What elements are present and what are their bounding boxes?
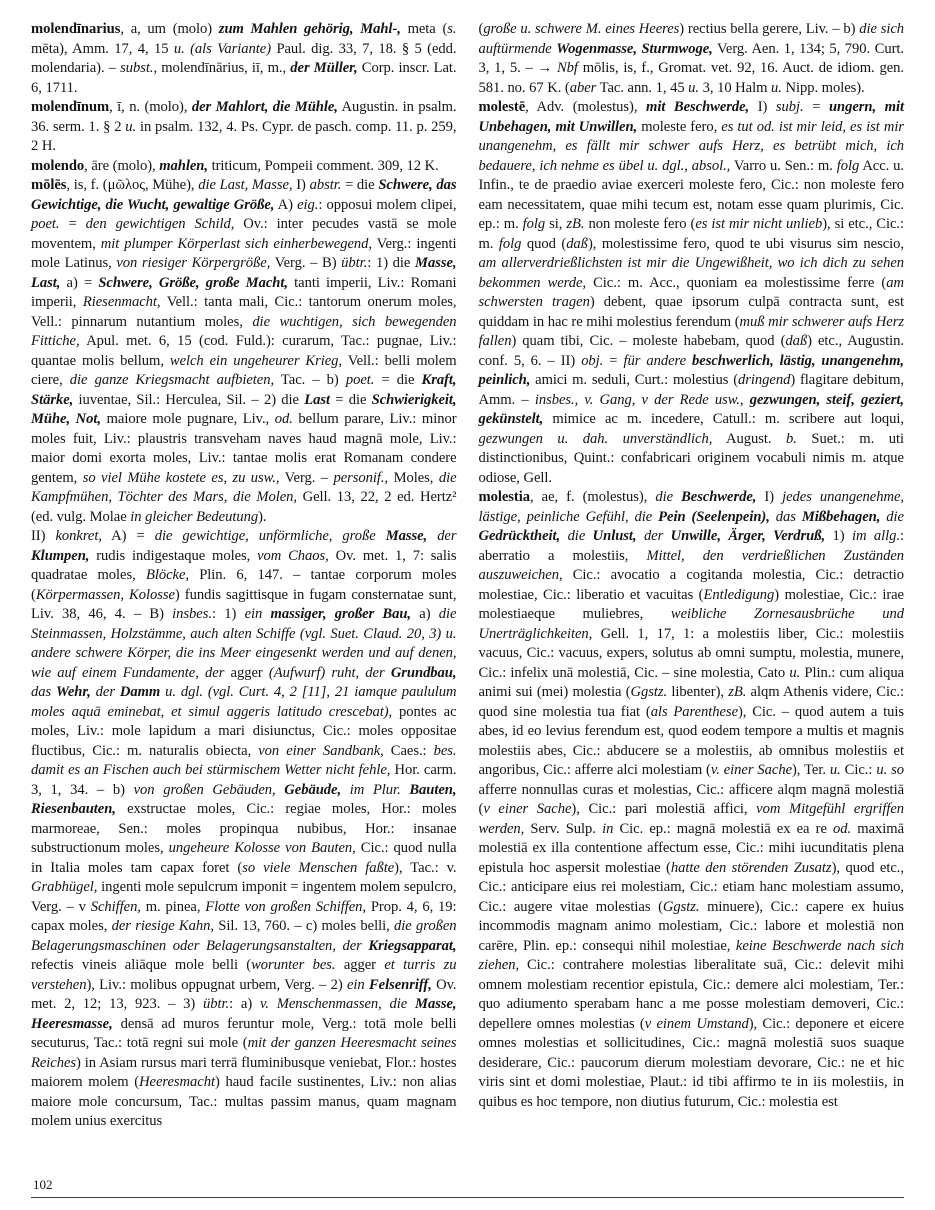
footer-rule	[31, 1197, 904, 1198]
entry-molestia: molestia, ae, f. (molestus), die Beschwerde, I) jedes unangenehme, lästige, peinliche Gefühl, die Pein (Seelenpein), das Mißbehagen, die Gedrücktheit, die Unlust, der Unwille, Ärger, Verdruß, 1) im allg.: aberratio a molestiis, Mittel, den verdrießlichen Zuständen auszuweichen, Cic.: avocatio a cogitanda molestia, Cic.: detractio molestiae, Cic.: liberatio et vacuitas (Entledigung) molestiae, Cic.: irae molestiaeque muliebres, weibliche Zornesausbrüche und Unerträglichkeiten, Gell. 1, 17, 1: a molestiis liber, Cic.: molestiis vacuus, Cic.: vacuus, expers, solutus ab omni sumptu, molestia, munere, Cic.: infelix unā molestiā, Cic. – sine molestia, Cato u. Plin.: cum aliqua animi sui (mei) molestia (Ggstz. libenter), zB. alqm Athenis videre, Cic.: quod sine molestia tua fiat (als Parenthese), Cic. – quod autem a tuis abes, id eo levius ferendum est, quod eodem tempore a multis et magnis molestiis abes, Cic.: abducere se a molestiis, ab omnibus molestiis et angoribus, Cic.: afferre alci molestiam (v. einer Sache), Ter. u. Cic.: u. so afferre nonnullas curas et molestias, Cic.: afficere alqm magnā molestiā (v einer Sache), Cic.: pari molestiā affici, vom Mitgefühl ergriffen werden, Serv. Sulp. in Cic. ep.: magnā molestiā ex ea re od. maximā molestiā ex illa contentione affectum esse, Cic.: mihi iucunditatis plena epistula hoc aspersit molestiae (hatte den störenden Zusatz), quod etc., Cic.: anticipare eius rei molestiam, Cic.: etiam hanc molestiam assumo, Cic.: augere vitae molestias (Ggstz. minuere), Cic.: capere ex huius incommodis magnam animo molestiam, Cic.: labore et molestiā non carēre, Plin. ep.: consequi nihil molestiae, keine Beschwerde nach sich ziehen, Cic.: contrahere molestias liberalitate suā, Cic.: delevit mihi omnem molestiam recentior epistula, Cic.: demere alci molestiam, Ter.: quo adiumento sperabam hanc a me posse molestiam demoveri, Cic.: depellere omnes molestias (v einem Umstand), Cic.: deponere et eicere omnes molestias et sollicitudines, Cic.: magnā molestiā suos suaque desiderare, Cic.: paucorum dierum molestiam devorare, Cic.: ne et hic viris sint et domi molestiae, Plaut.: id tibi affirmo te in iis molestiis, in quibus es hoc tempore, non diutius futurum, Cic.: molestia est	[478, 489, 905, 1110]
entry-molendo: molendo, āre (molo), mahlen, triticum, Pompeii comment. 309, 12 K.	[31, 157, 439, 174]
entry-molendinum: molendīnum, ī, n. (molo), der Mahlort, die Mühle, Augustin. in psalm. 36. serm. 1. § 2 u. in psalm. 132, 4. Ps. Cypr. de pasch. comp. 11. p. 259, 2 H.	[31, 99, 457, 154]
entry-moles-II: II) konkret, A) = die gewichtige, unförmliche, große Masse, der Klumpen, rudis indigestaque moles, vom Chaos, Ov. met. 1, 7: salis quadratae moles, Blöcke, Plin. 6, 147. – tantae corporum moles (Körpermassen, Kolosse) fundis sagittisque in fugam consternatae sunt, Liv. 38, 46, 4. – B) insbes.: 1) ein massiger, großer Bau, a) die Steinmassen, Holzstämme, auch alten Schiffe (vgl. Suet. Claud. 20, 3) u. andere schwere Körper, die ins Meer eingesenkt werden und auf denen, wie auf einem Fundamente, der agger (Aufwurf) ruht, der Grundbau, das Wehr, der Damm u. dgl. (vgl. Curt. 4, 2 [11], 21 iamque paululum moles aquā eminebat, et simul aggeris latitudo crescebat), pontes ac moles, Liv.: mole lapidum a mari disiunctus, Cic.: moles oppositae fluctibus, Cic.: m. naturalis obiecta, von einer Sandbank, Caes.: bes. damit es an Fischen auch bei stürmischem Wetter nicht fehle, Hor. carm. 3, 1, 34. – b) von großen Gebäuden, Gebäude, im Plur. Bauten, Riesenbauten, exstructae moles, Cic.: regiae moles, Hor.: moles marmoreae, Sen.: moles propinqua nubibus, Hor.: insanae substructionum moles, ungeheure Kolosse von Bauten, Cic.: quod nulla in Italia moles tam capax foret (so viele Menschen faßte), Tac.: v. Grabhügel, ingenti mole sepulcrum imponit = ingentem molem sepulcro, Verg. – v Schiffen, m. pinea, Flotte von großen Schiffen, Prop. 4, 6, 19: capax moles, der riesige Kahn, Sil. 13, 760. – c) moles belli, die großen Belagerungsmaschinen oder Belagerungsanstalten, der Kriegsapparat, refectis vineis aliāque mole belli (worunter bes. agger et turris zu verstehen), Liv.: molibus oppugnat urbem, Verg. – 2) ein Felsenriff, Ov. met. 2, 12; 13, 923. – 3) übtr.: a) v. Menschenmassen, die Masse, Heeresmasse, densā ad muros feruntur mole, Verg.: totā mole belli secuturus, Tac.: totā regni sui mole (mit der ganzen Heeresmacht seines Reiches) in Asiam rursus mari terrā fluminibusque veniebat, Flor.: hostes maiorem molem (Heeresmacht) haud facile sustinentes, Liv.: non alias maiore mole concursum, Tac.: multas passim manus, quam magnam molem unius exercitus	[31, 528, 457, 1129]
right-column	[479, 20, 905, 1132]
entry-moles-I: mōlēs, is, f. (μῶλος, Mühe), die Last, Masse, I) abstr. = die Schwere, das Gewichtige, die Wucht, gewaltige Größe, A) eig.: opposui molem clipei, poet. = den gewichtigen Schild, Ov.: inter pecudes vastā se mole moventem, mit plumper Körperlast sich einherbewegend, Verg.: ingenti mole Latinus, von riesiger Körpergröße, Verg. – B) übtr.: 1) die Masse, Last, a) = Schwere, Größe, große Macht, tanti imperii, Liv.: Romani imperii, Riesenmacht, Vell.: tanta mali, Cic.: tantorum onerum moles, Vell.: pinnarum nutantium moles, die wuchtigen, sich bewegenden Fittiche, Apul. met. 6, 15 (cod. Fuld.): curarum, Tac.: pugnae, Liv.: quantae molis bellum, welch ein ungeheurer Krieg, Vell.: belli molem ciere, die ganze Kriegsmacht aufbieten, Tac. – b) poet. = die Kraft, Stärke, iuventae, Sil.: Herculea, Sil. – 2) die Last = die Schwierigkeit, Mühe, Not, maiore mole pugnare, Liv., od. bellum parare, Liv.: minor moles fuit, Liv.: plaustris transveham naves haud magnā mole, Liv.: maior domi exorta moles, Liv.: tantae molis erat Romanam condere gentem, so viel Mühe kostete es, zu usw., Verg. – personif., Moles, die Kampfmühen, Töchter des Mars, die Molen, Gell. 13, 22, 2 ed. Hertz² (ed. vulg. Molae in gleicher Bedeutung).	[31, 177, 457, 525]
entry-moleste: molestē, Adv. (molestus), mit Beschwerde, I) subj. = ungern, mit Unbehagen, mit Unwillen, moleste fero, es tut od. ist mir leid, es ist mir unangenehm, es fällt mir schwer aufs Herz, es betrübt mich, ich bedauere, ich nehme es übel u. dgl., absol., Varro u. Sen.: m. folg Acc. u. Infin., te de praedio aviae exerceri moleste fero, Cic.: non moleste fero eam necessitatem, quae mihi tecum est, notam esse quam plurimis, Cic. ep.: m. folg si, zB. non moleste fero (es ist mir nicht unlieb), si etc., Cic.: m. folg quod (daß), molestissime fero, quod te ubi visurus sim nescio, am allerverdrießlichsten ist mir die Ungewißheit, wo ich dich zu sehen bekommen werde, Cic.: m. Acc., quoniam ea molestissime ferre (am schwersten tragen) debent, quae ipsorum culpā contracta sunt, est quiddam in hac re mihi molestius ferendum (muß mir schwerer aufs Herz fallen) quam tibi, Cic. – moleste habebam, quod (daß) etc., Augustin. conf. 5, 6. – II) obj. = für andere beschwerlich, lästig, unangenehm, peinlich, amici m. seduli, Curt.: molestius (dringend) flagitare debitum, Amm. – insbes., v. Gang, v der Rede usw., gezwungen, steif, geziert, gekünstelt, mimice ac m. incedere, Catull.: m. scribere aut loqui, gezwungen u. dah. unverständlich, August. b. Suet.: m. uti distinctionibus, Quint.: confabricari originem vocabuli nimis m. atque odiose, Gell.	[478, 99, 905, 486]
entry-moles-continued: (große u. schwere M. eines Heeres) rectius bella gerere, Liv. – b) die sich auftürmende Wogenmasse, Sturmwoge, Verg. Aen. 1, 134; 5, 790. Curt. 3, 1, 5. – → Nbf mōlis, is, f., Gromat. vet. 92, 16. Auct. de idiom. gen. 581. no. 67 K. (aber Tac. ann. 1, 45 u. 3, 10 Halm u. Nipp. moles).	[478, 21, 905, 96]
entry-molendinarius: molendīnarius, a, um (molo) zum Mahlen gehörig, Mahl-, meta (s. mēta), Amm. 17, 4, 15 u. (als Variante) Paul. dig. 33, 7, 18. § 5 (edd. molendaria). – subst., molendīnārius, iī, m., der Müller, Corp. inscr. Lat. 6, 1711.	[31, 21, 457, 96]
left-column	[31, 20, 457, 1132]
page-footer	[31, 1178, 904, 1198]
page-number: 102	[33, 1177, 53, 1192]
